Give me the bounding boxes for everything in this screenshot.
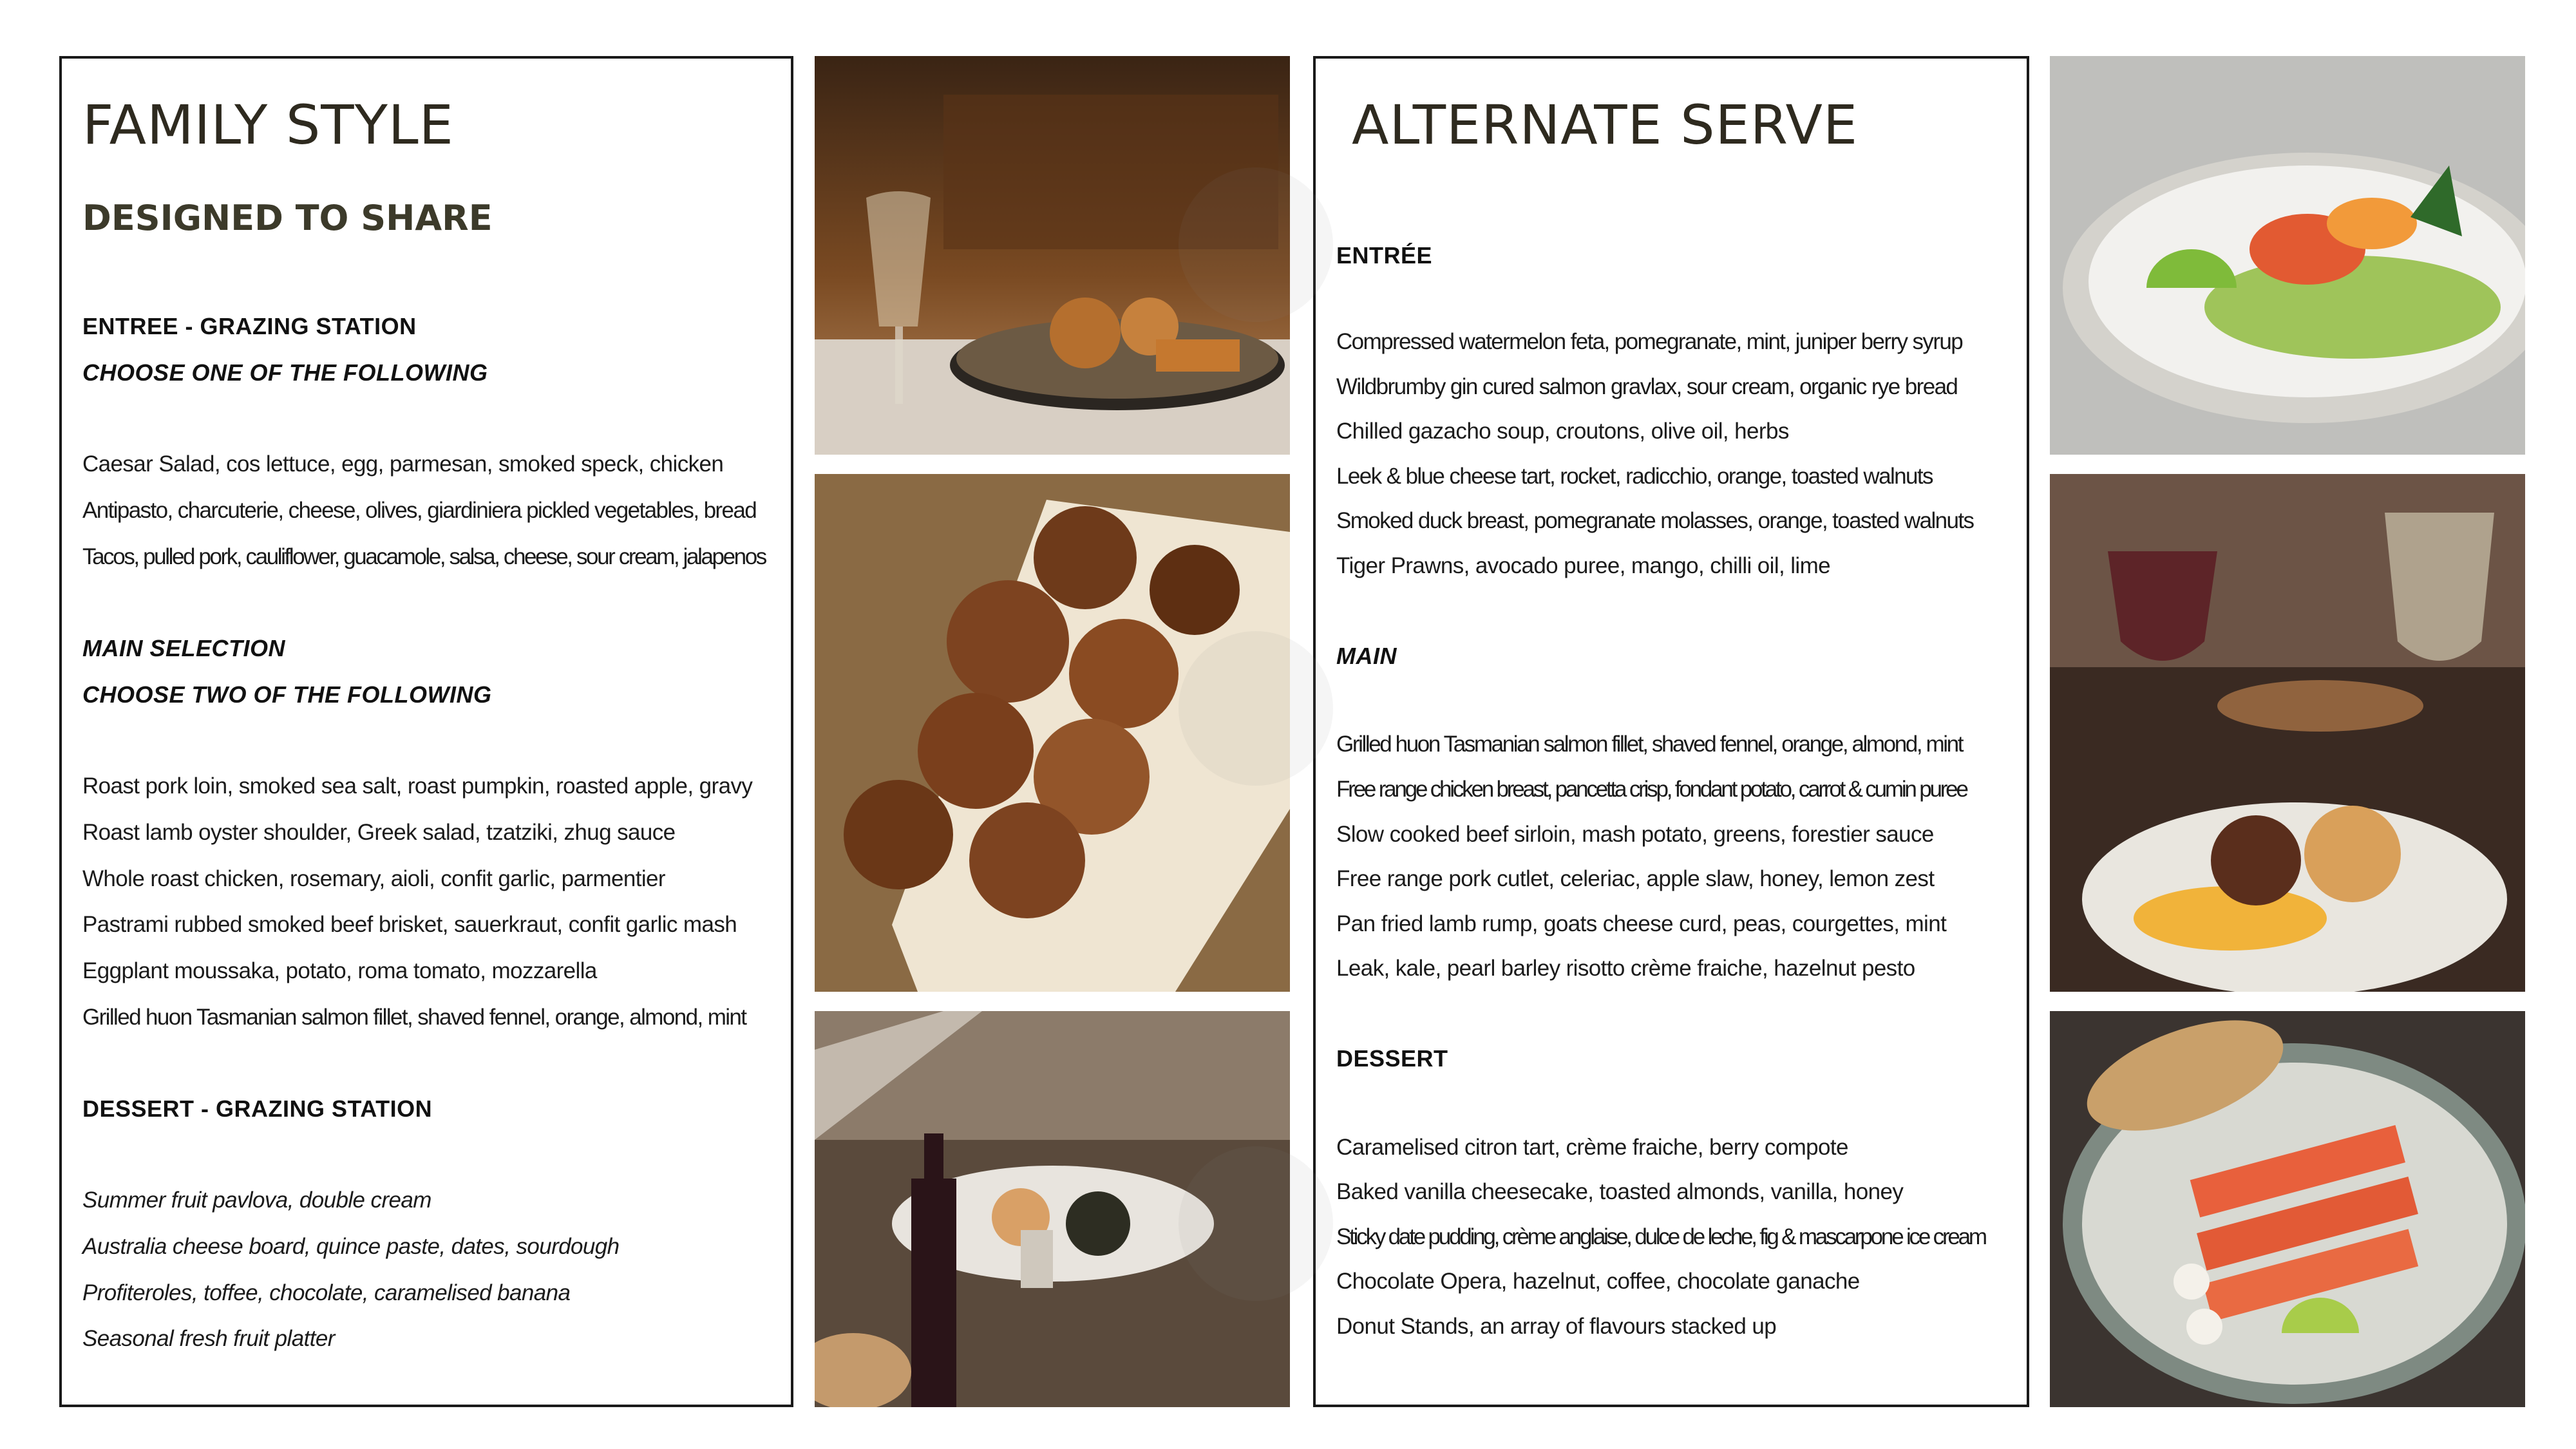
menu-item: Eggplant moussaka, potato, roma tomato, mozzarella xyxy=(82,958,597,983)
main-heading: MAIN SELECTION xyxy=(82,635,286,661)
dessert-heading: DESSERT xyxy=(1336,1045,1448,1072)
salmon-gravlax-photo xyxy=(2050,1011,2525,1407)
menu-item: Free range chicken breast, pancetta crisp, fondant potato, carrot & cumin puree xyxy=(1336,777,1967,802)
menu-item: Antipasto, charcuterie, cheese, olives, giardiniera pickled vegetables, bread xyxy=(82,498,757,523)
menu-item: Whole roast chicken, rosemary, aioli, confit garlic, parmentier xyxy=(82,866,665,891)
menu-item: Roast pork loin, smoked sea salt, roast pumpkin, roasted apple, gravy xyxy=(82,773,753,799)
roast-chicken-photo xyxy=(815,56,1290,455)
menu-item: Wildbrumby gin cured salmon gravlax, sour cream, organic rye bread xyxy=(1336,374,1958,399)
menu-item: Baked vanilla cheesecake, toasted almonds, vanilla, honey xyxy=(1336,1179,1904,1204)
menu-item: Australia cheese board, quince paste, dates, sourdough xyxy=(82,1234,620,1259)
entree-instruction: CHOOSE ONE OF THE FOLLOWING xyxy=(82,359,488,386)
menu-item: Tacos, pulled pork, cauliflower, guacamole, salsa, cheese, sour cream, jalapenos xyxy=(82,544,766,569)
menu-item: Chocolate Opera, hazelnut, coffee, chocolate ganache xyxy=(1336,1269,1860,1294)
menu-item: Chilled gazacho soup, croutons, olive oil, herbs xyxy=(1336,419,1789,444)
menu-item: Seasonal fresh fruit platter xyxy=(82,1326,335,1351)
menu-item: Grilled huon Tasmanian salmon fillet, shaved fennel, orange, almond, mint xyxy=(1336,732,1963,757)
menu-item: Caesar Salad, cos lettuce, egg, parmesan, smoked speck, chicken xyxy=(82,451,724,477)
profiteroles-photo xyxy=(815,474,1290,992)
menu-item: Leak, kale, pearl barley risotto crème fraiche, hazelnut pesto xyxy=(1336,956,1915,981)
entree-heading: ENTREE - GRAZING STATION xyxy=(82,313,417,339)
menu-item: Grilled huon Tasmanian salmon fillet, shaved fennel, orange, almond, mint xyxy=(82,1005,746,1030)
tiger-prawns-photo xyxy=(2050,56,2525,455)
menu-item: Roast lamb oyster shoulder, Greek salad, tzatziki, zhug sauce xyxy=(82,820,676,845)
family-style-subtitle: DESIGNED TO SHARE xyxy=(82,198,493,238)
family-style-title: FAMILY STYLE xyxy=(82,93,454,156)
menu-item: Sticky date pudding, crème anglaise, dulce de leche, fig & mascarpone ice cream xyxy=(1336,1224,1985,1249)
main-heading: MAIN xyxy=(1336,643,1397,669)
menu-item: Caramelised citron tart, crème fraiche, berry compote xyxy=(1336,1135,1848,1160)
menu-item: Donut Stands, an array of flavours stacked up xyxy=(1336,1314,1777,1339)
menu-item: Pastrami rubbed smoked beef brisket, sauerkraut, confit garlic mash xyxy=(82,912,737,937)
menu-item: Smoked duck breast, pomegranate molasses, orange, toasted walnuts xyxy=(1336,508,1974,533)
menu-item: Tiger Prawns, avocado puree, mango, chilli oil, lime xyxy=(1336,553,1831,578)
menu-item: Profiteroles, toffee, chocolate, caramelised banana xyxy=(82,1280,571,1305)
menu-item: Pan fried lamb rump, goats cheese curd, peas, courgettes, mint xyxy=(1336,911,1947,936)
menu-item: Free range pork cutlet, celeriac, apple slaw, honey, lemon zest xyxy=(1336,866,1935,891)
menu-item: Summer fruit pavlova, double cream xyxy=(82,1188,431,1213)
duck-breast-photo xyxy=(2050,474,2525,992)
main-instruction: CHOOSE TWO OF THE FOLLOWING xyxy=(82,681,492,708)
family-style-panel xyxy=(59,56,793,1407)
entree-heading: ENTRÉE xyxy=(1336,242,1433,269)
alternate-serve-panel xyxy=(1313,56,2029,1407)
menu-item: Compressed watermelon feta, pomegranate, mint, juniper berry syrup xyxy=(1336,329,1963,354)
menu-item: Slow cooked beef sirloin, mash potato, greens, forestier sauce xyxy=(1336,822,1934,847)
dessert-heading: DESSERT - GRAZING STATION xyxy=(82,1095,433,1122)
grazing-platter-photo xyxy=(815,1011,1290,1407)
alternate-serve-title: ALTERNATE SERVE xyxy=(1352,93,1859,156)
menu-item: Leek & blue cheese tart, rocket, radicchio, orange, toasted walnuts xyxy=(1336,464,1933,489)
